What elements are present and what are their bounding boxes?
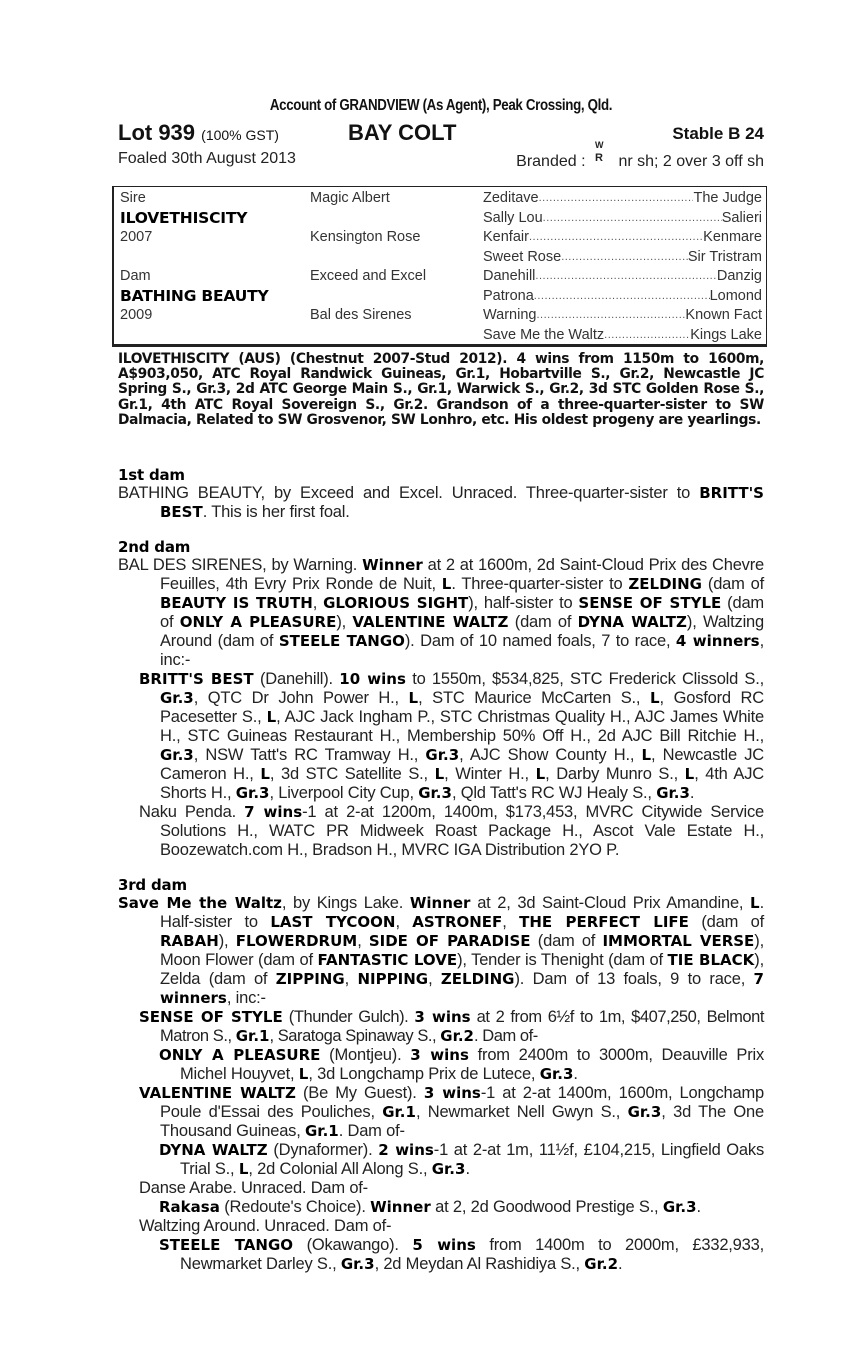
ggp-row [483, 248, 762, 268]
bold-term: Winner [370, 1198, 431, 1216]
progeny-entry [118, 1008, 764, 1046]
progeny-entry [118, 1141, 764, 1179]
text: , 3d Longchamp Prix de Lutece, [308, 1065, 540, 1083]
second-dam-heading: 2nd dam [118, 538, 191, 556]
bold-term: 10 wins [339, 670, 406, 688]
text: . Half-sister to [160, 894, 764, 931]
bold-term: NIPPING [357, 970, 429, 988]
bold-term: Save Me the Waltz [118, 894, 282, 912]
bold-term: Gr.2 [440, 1027, 474, 1045]
text: , by Kings Lake. [281, 894, 410, 912]
ggp-horse: Sweet Rose [483, 248, 562, 265]
horse-name: BRITT'S BEST [160, 484, 764, 521]
third-dam-heading: 3rd dam [118, 876, 187, 894]
horse-description: BAY COLT [348, 120, 457, 145]
text: Danse Arabe. Unraced. Dam of- [139, 1179, 368, 1197]
text: ). Dam of 13 foals, 9 to race, [514, 970, 754, 988]
progeny-entry [118, 1046, 764, 1084]
text: , inc:- [160, 632, 764, 669]
text: , Qld Tatt's RC WJ Healy S., [451, 784, 657, 802]
pedigree-table [112, 186, 767, 347]
text: , [357, 932, 369, 950]
ggp-row [483, 189, 762, 209]
text: Naku Penda. [139, 803, 245, 821]
lot-label: Lot 939 [118, 120, 196, 145]
progeny-entry [118, 670, 764, 803]
bold-term: Gr.3 [656, 784, 690, 802]
bold-term: STEELE TANGO [159, 1236, 294, 1254]
bold-term: BEAUTY IS TRUTH [160, 594, 313, 612]
ggp-horse: Sally Lou [483, 209, 543, 226]
bold-term: Gr.1 [235, 1027, 270, 1045]
bold-term: Gr.3 [160, 746, 194, 764]
text: (Dynaformer). [267, 1141, 379, 1159]
grandparents-column [310, 189, 480, 326]
text: . Three-quarter-sister to [451, 575, 629, 593]
bold-term: 2 wins [378, 1141, 434, 1159]
bold-term: L [408, 689, 419, 707]
bold-term: Gr.3 [662, 1198, 697, 1216]
text: (dam of [508, 613, 578, 631]
ggp-row [483, 326, 762, 346]
text: (dam of [688, 913, 764, 931]
text: BAL DES SIRENES, by Warning. [118, 556, 363, 574]
brand-mark-icon [594, 140, 608, 166]
text: ), half-sister to [468, 594, 579, 612]
text: , NSW Tatt's RC Tramway H., [193, 746, 426, 764]
leader-dots [539, 189, 694, 209]
spacer [310, 248, 480, 268]
bold-term: Gr.3 [627, 1103, 662, 1121]
sire-summary: ILOVETHISCITY (AUS) (Chestnut 2007-Stud 2012). 4 wins from 1150m to 1600m, A$903,050, ATC Royal Randwick Guineas, Gr.1, Hobartville S., Gr.2, Newcastle JC Spring S., Gr.3, 2d ATC George Main S., Gr.1, Warwick S., Gr.2, 3d STC Golden Rose S., Gr.1, 4th ATC Royal Sovereign S., Gr.2. Grandson of a three-quarter-sister to SW Dalmacia, Related to SW Grosvenor, SW Lonhro, etc. His oldest progeny are yearlings. [118, 351, 764, 428]
text: , Newmarket Nell Gwyn S., [415, 1103, 628, 1121]
sire-label: Sire [120, 190, 146, 206]
catalogue-page [118, 96, 764, 174]
foaled-date: Foaled 30th August 2013 [118, 150, 296, 167]
brand-info [516, 140, 764, 171]
bold-term: ASTRONEF [412, 913, 503, 931]
bold-term: L [641, 746, 652, 764]
leader-dots [561, 248, 688, 268]
ggp-sire: The Judge [693, 190, 762, 206]
text: , [312, 594, 324, 612]
dam-dam: Bal des Sirenes [310, 307, 412, 323]
text: . Dam of- [474, 1027, 538, 1045]
bold-term: TIE BLACK [667, 951, 755, 969]
text: . [618, 1255, 623, 1273]
text: ), Waltzing Around (dam of [160, 613, 765, 650]
text: (dam of [530, 932, 603, 950]
leader-dots [543, 209, 722, 229]
great-grandparents-column [483, 189, 762, 345]
bold-term: VALENTINE WALTZ [352, 613, 509, 631]
bold-term: RABAH [160, 932, 219, 950]
bold-term: 5 wins [412, 1236, 476, 1254]
bold-term: L [535, 765, 546, 783]
ggp-sire: Danzig [716, 268, 762, 284]
ggp-row [483, 287, 762, 307]
gst-note: (100% GST) [201, 127, 279, 143]
foaled-line [118, 140, 764, 174]
second-dam-paragraph [118, 556, 764, 670]
text: , [344, 970, 358, 988]
text: (Montjeu). [320, 1046, 411, 1064]
bold-term: 7 wins [244, 803, 303, 821]
text: . [573, 1065, 578, 1083]
progeny-entry [118, 1236, 764, 1274]
leader-dots [529, 228, 703, 248]
lot-number [118, 120, 279, 148]
text: . [696, 1198, 701, 1216]
progeny-entry [118, 1198, 764, 1217]
parents-column [120, 189, 310, 326]
bold-term: SIDE OF PARADISE [368, 932, 531, 950]
text: at 2 from 6½f to 1m, $407,250, Belmont Matron S., [160, 1008, 764, 1045]
bold-term: L [649, 689, 660, 707]
brand-top: W [594, 140, 604, 150]
text: (dam of [701, 575, 764, 593]
text: from 2400m to 3000m, Deauville Prix Michel Houyvet, [180, 1046, 765, 1083]
text: , Winter H., [444, 765, 536, 783]
spacer [310, 287, 480, 307]
bold-term: ZELDING [628, 575, 702, 593]
bold-term: Gr.3 [425, 746, 460, 764]
brand-bottom: R [594, 152, 603, 164]
text: . Dam of- [338, 1122, 405, 1140]
bold-term: IMMORTAL VERSE [602, 932, 755, 950]
text: , 3d STC Satellite S., [269, 765, 435, 783]
text: , 2d Colonial All Along S., [248, 1160, 432, 1178]
text: to 1550m, $534,825, STC Frederick Clissold S., [405, 670, 765, 688]
text: , Gosford RC Pacesetter S., [160, 689, 764, 726]
leader-dots [535, 267, 716, 287]
text: at 2, 3d Saint-Cloud Prix Amandine, [470, 894, 751, 912]
bold-term: 3 wins [414, 1008, 471, 1026]
text: , 2d Meydan Al Rashidiya S., [374, 1255, 585, 1273]
bold-term: Rakasa [159, 1198, 220, 1216]
text: at 2, 2d Goodwood Prestige S., [430, 1198, 663, 1216]
ggp-sire: Sir Tristram [687, 248, 762, 265]
bold-term: DYNA WALTZ [577, 613, 687, 631]
progeny-entry [118, 1217, 764, 1236]
bold-term: BRITT'S BEST [139, 670, 254, 688]
text: , [428, 970, 441, 988]
sire-dam: Kensington Rose [310, 229, 421, 245]
lot-line [118, 120, 764, 148]
bold-term: L [684, 765, 695, 783]
ggp-sire: Kenmare [703, 229, 762, 245]
bold-term: VALENTINE WALTZ [139, 1084, 296, 1102]
text: -1 at 2-at 1m, 11½f, £104,215, Lingfield Oaks Trial S., [180, 1141, 764, 1178]
progeny-entry [118, 803, 764, 860]
bold-term: 7 winners [160, 970, 764, 1007]
ggp-row [483, 228, 762, 248]
ggp-horse: Danehill [483, 268, 536, 284]
third-dam-paragraph [118, 894, 764, 1008]
text: , Liverpool City Cup, [269, 784, 419, 802]
text: ), Zelda (dam of [160, 951, 764, 988]
ggp-horse: Kenfair [483, 229, 529, 245]
text: , AJC Show County H., [459, 746, 642, 764]
dam-sire: Exceed and Excel [310, 268, 427, 284]
bold-term: L [434, 765, 445, 783]
branded-label: Branded : [516, 153, 586, 170]
ggp-row [483, 267, 762, 287]
text: , Newcastle JC Cameron H., [160, 746, 764, 783]
first-dam-paragraph [118, 484, 764, 522]
bold-term: 3 wins [410, 1046, 469, 1064]
text: , Saratoga Spinaway S., [269, 1027, 441, 1045]
text: . [465, 1160, 470, 1178]
first-dam-heading: 1st dam [118, 466, 185, 484]
bold-term: Winner [409, 894, 471, 912]
bold-term: ZELDING [440, 970, 515, 988]
spacer [120, 248, 310, 268]
bold-term: Gr.3 [340, 1255, 375, 1273]
bold-term: FANTASTIC LOVE [317, 951, 458, 969]
bold-term: Gr.3 [160, 689, 194, 707]
bold-term: LAST TYCOON [270, 913, 396, 931]
bold-term: Gr.3 [418, 784, 452, 802]
text: . This is her first foal. [202, 503, 350, 521]
bold-term: ONLY A PLEASURE [179, 613, 337, 631]
text: at 2 at 1600m, 2d Saint-Cloud Prix des Chevre Feuilles, 4th Evry Prix Ronde de Nuit, [160, 556, 765, 593]
bold-term: Gr.2 [584, 1255, 619, 1273]
leader-dots [534, 287, 710, 307]
ggp-sire: Kings Lake [690, 326, 762, 343]
dam-name: BATHING BEAUTY [120, 286, 269, 305]
progeny-entry [118, 1179, 764, 1198]
bold-term: L [266, 708, 277, 726]
text: ), [336, 613, 353, 631]
text: , AJC Jack Ingham P., STC Christmas Quality H., AJC James White H., STC Guineas Restaurant H., Membership 50% Off H., 2d AJC Bill Ritchie H., [160, 708, 764, 745]
text: (Okawango). [293, 1236, 413, 1254]
progeny-entry [118, 1084, 764, 1141]
brand-description: nr sh; 2 over 3 off sh [618, 153, 764, 170]
ggp-horse: Save Me the Waltz [483, 326, 605, 343]
bold-term: ONLY A PLEASURE [159, 1046, 321, 1064]
bold-term: Gr.3 [431, 1160, 466, 1178]
bold-term: SENSE OF STYLE [139, 1008, 283, 1026]
leader-dots [604, 326, 690, 346]
text: from 1400m to 2000m, £332,933, Newmarket Darley S., [180, 1236, 765, 1273]
text: , STC Maurice McCarten S., [418, 689, 650, 707]
text: Waltzing Around. Unraced. Dam of- [139, 1217, 392, 1235]
leader-dots [536, 306, 685, 326]
dam-history [118, 466, 764, 1274]
bold-term: Gr.1 [382, 1103, 416, 1121]
text: (Be My Guest). [295, 1084, 424, 1102]
dam-label: Dam [120, 268, 151, 284]
ggp-row [483, 306, 762, 326]
text: -1 at 2-at 1400m, 1600m, Longchamp Poule d'Essai des Pouliches, [160, 1084, 764, 1121]
sire-name: ILOVETHISCITY [120, 208, 248, 227]
text: , QTC Dr John Power H., [193, 689, 409, 707]
bold-term: STEELE TANGO [278, 632, 405, 650]
bold-term: 3 wins [423, 1084, 481, 1102]
ggp-row [483, 209, 762, 229]
bold-term: L [298, 1065, 309, 1083]
ggp-horse: Warning [483, 307, 537, 323]
text: ), [218, 932, 236, 950]
bold-term: 4 winners [675, 632, 760, 650]
dam-year: 2009 [120, 307, 153, 323]
text: , [502, 913, 520, 931]
bold-term: DYNA WALTZ [159, 1141, 268, 1159]
bold-term: Gr.3 [235, 784, 270, 802]
text: -1 at 2-at 1200m, 1400m, $173,453, MVRC Citywide Service Solutions H., WATC PR Midweek Roast Package H., Ascot Vale Estate H., Boozewatch.com H., Bradson H., MVRC IGA Distribution 2YO P. [160, 803, 764, 859]
text: (Danehill). [253, 670, 340, 688]
text: , 4th AJC Shorts H., [160, 765, 764, 802]
text: ), Moon Flower (dam of [160, 932, 764, 969]
bold-term: L [441, 575, 452, 593]
text: (Redoute's Choice). [219, 1198, 371, 1216]
ggp-sire: Salieri [721, 209, 762, 226]
text: , 3d The One Thousand Guineas, [160, 1103, 764, 1140]
spacer [310, 209, 480, 229]
stable-location: Stable B 24 [672, 124, 764, 143]
bold-term: L [260, 765, 270, 783]
ggp-horse: Zeditave [483, 190, 539, 206]
sire-sire: Magic Albert [310, 190, 390, 206]
bold-term: ZIPPING [275, 970, 345, 988]
bold-term: SENSE OF STYLE [578, 594, 722, 612]
bold-term: GLORIOUS SIGHT [323, 594, 469, 612]
ggp-horse: Patrona [483, 287, 534, 304]
text: , Darby Munro S., [545, 765, 685, 783]
sire-year: 2007 [120, 229, 153, 245]
text: ), Tender is Thenight (dam of [457, 951, 668, 969]
text: . [689, 784, 695, 802]
text: (Thunder Gulch). [282, 1008, 415, 1026]
text: , inc:- [226, 989, 266, 1007]
text: BATHING BEAUTY, by Exceed and Excel. Unraced. Three-quarter-sister to [118, 484, 700, 502]
text: (dam of [160, 594, 764, 631]
text: , [395, 913, 413, 931]
bold-term: Gr.3 [539, 1065, 574, 1083]
ggp-sire: Lomond [709, 287, 762, 304]
bold-term: FLOWERDRUM [235, 932, 358, 950]
vendor-account: Account of GRANDVIEW (As Agent), Peak Crossing, Qld. [269, 97, 613, 114]
bold-term: Gr.1 [305, 1122, 339, 1140]
bold-term: L [238, 1160, 249, 1178]
ggp-sire: Known Fact [685, 307, 762, 323]
bold-term: Winner [362, 556, 423, 574]
text: ). Dam of 10 named foals, 7 to race, [404, 632, 676, 650]
bold-term: L [750, 894, 760, 912]
bold-term: THE PERFECT LIFE [519, 913, 689, 931]
